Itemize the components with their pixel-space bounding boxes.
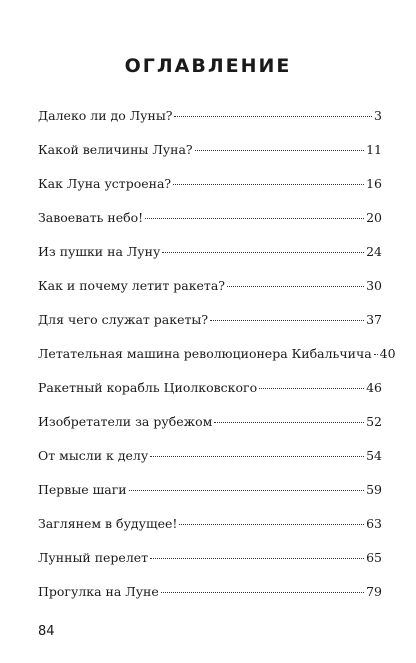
dot-leader <box>150 558 364 559</box>
dot-leader <box>210 320 364 321</box>
toc-entry-title: Прогулка на Луне <box>38 584 159 599</box>
toc-entry-page: 24 <box>366 244 382 259</box>
toc-entry-page: 59 <box>366 482 382 497</box>
toc-entry-title: Для чего служат ракеты? <box>38 312 209 327</box>
toc-entry-page: 54 <box>366 448 382 463</box>
toc-entry-page: 65 <box>366 550 382 565</box>
toc-entry-page: 52 <box>366 414 382 429</box>
toc-entry <box>38 176 382 210</box>
toc-entry-page: 16 <box>366 176 382 191</box>
toc-entry-page: 46 <box>366 380 382 395</box>
toc-entry-title: Какой величины Луна? <box>38 142 193 157</box>
toc-entry <box>38 210 382 244</box>
toc-entry-title: Ракетный корабль Циолковского <box>38 380 258 395</box>
toc-entry-page: 20 <box>366 210 382 225</box>
dot-leader <box>259 388 364 389</box>
toc-entry <box>38 482 382 516</box>
toc-list <box>38 108 396 618</box>
toc-entry-page: 11 <box>366 142 382 157</box>
toc-entry <box>38 142 382 176</box>
toc-entry <box>38 584 382 618</box>
toc-entry-title: Далеко ли до Луны? <box>38 108 173 123</box>
page-number: 84 <box>38 624 55 639</box>
toc-entry-title: Лунный перелет <box>38 550 149 565</box>
toc-entry-title: Завоевать небо! <box>38 210 144 225</box>
dot-leader <box>214 422 364 423</box>
toc-entry-page: 30 <box>366 278 382 293</box>
toc-entry-title: Как Луна устроена? <box>38 176 172 191</box>
dot-leader <box>161 592 364 593</box>
toc-entry <box>38 516 382 550</box>
dot-leader <box>145 218 364 219</box>
dot-leader <box>374 354 378 355</box>
toc-entry-title: Заглянем в будущее! <box>38 516 178 531</box>
toc-entry <box>38 312 382 346</box>
dot-leader <box>179 524 364 525</box>
toc-heading: ОГЛАВЛЕНИЕ <box>124 55 292 77</box>
toc-entry <box>38 380 382 414</box>
toc-entry-title: Первые шаги <box>38 482 127 497</box>
toc-entry-page: 63 <box>366 516 382 531</box>
dot-leader <box>129 490 364 491</box>
toc-entry-title: Из пушки на Луну <box>38 244 161 259</box>
toc-entry <box>38 414 382 448</box>
dot-leader <box>174 116 372 117</box>
toc-entry <box>38 108 382 142</box>
toc-entry-page: 40 <box>379 346 396 361</box>
toc-entry-title: От мысли к делу <box>38 448 149 463</box>
toc-entry-title: Как и почему летит ракета? <box>38 278 225 293</box>
toc-entry <box>38 550 382 584</box>
toc-entry-page: 79 <box>366 584 382 599</box>
toc-entry <box>38 346 396 380</box>
toc-entry-page: 3 <box>374 108 382 123</box>
toc-entry-title: Изобретатели за рубежом <box>38 414 213 429</box>
toc-entry-page: 37 <box>366 312 382 327</box>
toc-entry-title: Летательная машина революционера Кибальчича <box>38 346 372 361</box>
toc-entry <box>38 244 382 278</box>
dot-leader <box>162 252 364 253</box>
dot-leader <box>173 184 364 185</box>
toc-entry <box>38 448 382 482</box>
dot-leader <box>150 456 364 457</box>
toc-entry <box>38 278 382 312</box>
dot-leader <box>195 150 364 151</box>
dot-leader <box>227 286 364 287</box>
